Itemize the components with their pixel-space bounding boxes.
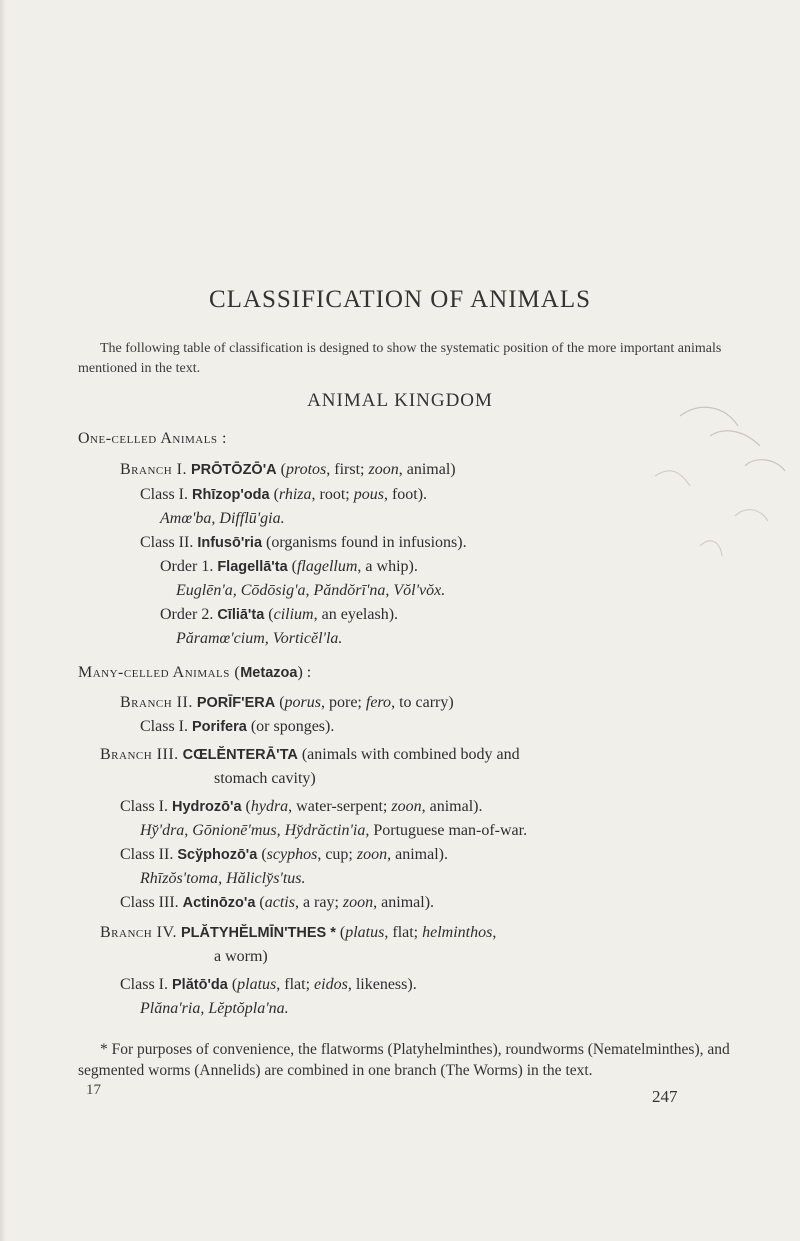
- class-label: Class I.: [120, 798, 168, 815]
- etym-open: (: [273, 486, 279, 503]
- class-1-2: [140, 534, 467, 552]
- heading-text: Many-celled Animals (: [78, 664, 241, 681]
- class-name: Actinōzo'a: [182, 895, 256, 911]
- etym-open: (: [231, 976, 238, 993]
- etym-word: fero: [365, 694, 392, 711]
- branch-label: Branch IV.: [100, 924, 177, 941]
- one-celled-heading: One-celled Animals :: [78, 430, 227, 447]
- class-3-3: [120, 894, 434, 912]
- order-label: Order 1.: [160, 558, 214, 575]
- class-3-1-examples: [140, 822, 527, 840]
- signature-mark: 17: [86, 1082, 101, 1098]
- etym-word: porus: [284, 694, 321, 711]
- etym-word: platus: [237, 976, 277, 993]
- etym-gloss: , animal).: [421, 798, 483, 815]
- class-description: (or sponges).: [250, 718, 335, 735]
- branch-4: [100, 924, 496, 942]
- etym-word: helminthos: [422, 924, 493, 941]
- examples-plain: Portuguese man-of-war.: [369, 822, 528, 839]
- etym-open: (: [268, 606, 274, 623]
- etym-gloss: , cup;: [317, 846, 357, 863]
- etym-open: (: [279, 694, 285, 711]
- etym-open: (: [259, 894, 265, 911]
- etym-word: scyphos: [266, 846, 318, 863]
- class-label: Class III.: [120, 894, 179, 911]
- etym-open: (: [339, 924, 346, 941]
- class-4-1-examples: Plăna'ria, Lĕptŏpla'na.: [140, 1000, 289, 1017]
- etym-open: (: [280, 461, 286, 478]
- class-label: Class II.: [140, 534, 194, 551]
- etym-gloss: , root;: [311, 486, 354, 503]
- branch-3-description-cont: stomach cavity): [214, 770, 316, 787]
- branch-2: [120, 694, 454, 712]
- branch-3: [100, 746, 520, 764]
- class-3-2-examples: Rhīzŏs'toma, Hălicly̆s'tus.: [140, 870, 306, 887]
- branch-label: Branch II.: [120, 694, 193, 711]
- etym-word: eidos: [314, 976, 348, 993]
- examples-italic: Hy̆'dra, Gōnionē'mus, Hy̆drăctin'ia,: [140, 822, 370, 839]
- class-name: Rhīzop'oda: [192, 487, 270, 503]
- order-2: [160, 606, 398, 624]
- etym-gloss: , a ray;: [294, 894, 343, 911]
- branch-name: PLĂTYHĔLMĪN'THES *: [181, 925, 336, 941]
- heading-bold: Metazoa: [240, 665, 298, 681]
- order-1: [160, 558, 418, 576]
- etym-word: zoon: [368, 461, 399, 478]
- order-1-examples: Euglēn'a, Cōdōsig'a, Păndŏrī'na, Vŏl'vŏx.: [176, 582, 446, 599]
- order-name: Cīliā'ta: [217, 607, 265, 623]
- etym-word: protos: [285, 461, 327, 478]
- intro-paragraph: The following table of classification is designed to show the systematic position of the more important animals mentioned in the text.: [78, 341, 722, 376]
- class-3-2: [120, 846, 448, 864]
- class-name: Plătō'da: [172, 977, 228, 993]
- etym-gloss: , water-serpent;: [288, 798, 392, 815]
- page-number: 247: [652, 1087, 678, 1106]
- class-1-1: [140, 486, 427, 504]
- branch-name: PORĪF'ERA: [196, 695, 276, 711]
- class-name: Scy̆phozō'a: [177, 847, 258, 863]
- footnote: * For purposes of convenience, the flatworms (Platyhelminthes), roundworms (Nematelminthes), and segmented worms (Annelids) are combined in one branch (The Worms) in the text.: [78, 1041, 730, 1079]
- etym-gloss: , first;: [326, 461, 369, 478]
- etym-word: zoon: [391, 798, 422, 815]
- page-title: CLASSIFICATION OF ANIMALS: [209, 286, 591, 313]
- class-1-1-examples: Amœ'ba, Difflū'gia.: [160, 510, 285, 527]
- class-label: Class II.: [120, 846, 174, 863]
- etym-gloss: , animal): [398, 461, 456, 478]
- class-label: Class I.: [140, 486, 188, 503]
- etym-gloss: , likeness).: [347, 976, 417, 993]
- branch-label: Branch I.: [120, 461, 188, 478]
- branch-name: CŒLĔNTERĀ'TA: [182, 747, 298, 763]
- etym-open: (: [245, 798, 251, 815]
- class-3-1: [120, 798, 482, 816]
- branch-description: (animals with combined body and: [301, 746, 520, 763]
- order-name: Flagellā'ta: [217, 559, 288, 575]
- etym-word: hydra: [250, 798, 289, 815]
- class-name: Porifera: [192, 719, 247, 735]
- kingdom-heading: ANIMAL KINGDOM: [307, 390, 493, 411]
- heading-text: ) :: [297, 664, 312, 681]
- class-2-1: [140, 718, 334, 736]
- etym-gloss: , animal).: [387, 846, 448, 863]
- etym-gloss: , flat;: [384, 924, 423, 941]
- etym-word: zoon: [342, 894, 374, 911]
- etym-word: rhiza: [278, 486, 312, 503]
- etym-word: actis: [264, 894, 295, 911]
- etym-word: platus: [345, 924, 385, 941]
- etym-gloss: , flat;: [276, 976, 315, 993]
- etym-gloss: , foot).: [383, 486, 428, 503]
- etym-gloss: , animal).: [373, 894, 435, 911]
- etym-gloss: , an eyelash).: [313, 606, 399, 623]
- class-name: Infusō'ria: [197, 535, 263, 551]
- etym-gloss: , pore;: [321, 694, 366, 711]
- etym-word: flagellum: [296, 558, 358, 575]
- many-celled-heading: [78, 664, 311, 682]
- branch-name: PRŌTŌZŌ'A: [191, 462, 277, 478]
- etym-open: (: [261, 846, 267, 863]
- class-label: Class I.: [120, 976, 168, 993]
- branch-4-etym-cont: a worm): [214, 948, 268, 965]
- etym-word: zoon: [356, 846, 388, 863]
- class-name: Hydrozō'a: [172, 799, 242, 815]
- page-edge-shadow: [0, 0, 6, 1241]
- class-description: (organisms found in infusions).: [266, 534, 467, 551]
- etym-gloss: ,: [492, 924, 497, 941]
- branch-1: [120, 461, 456, 479]
- etym-open: (: [291, 558, 297, 575]
- class-4-1: [120, 976, 417, 994]
- etym-gloss: , to carry): [391, 694, 454, 711]
- order-label: Order 2.: [160, 606, 214, 623]
- order-2-examples: Păramœ'cium, Vorticĕl'la.: [176, 630, 343, 647]
- etym-gloss: , a whip).: [357, 558, 418, 575]
- pencil-marks: [650, 396, 790, 606]
- etym-word: cilium: [273, 606, 314, 623]
- branch-label: Branch III.: [100, 746, 179, 763]
- class-label: Class I.: [140, 718, 188, 735]
- etym-word: pous: [353, 486, 384, 503]
